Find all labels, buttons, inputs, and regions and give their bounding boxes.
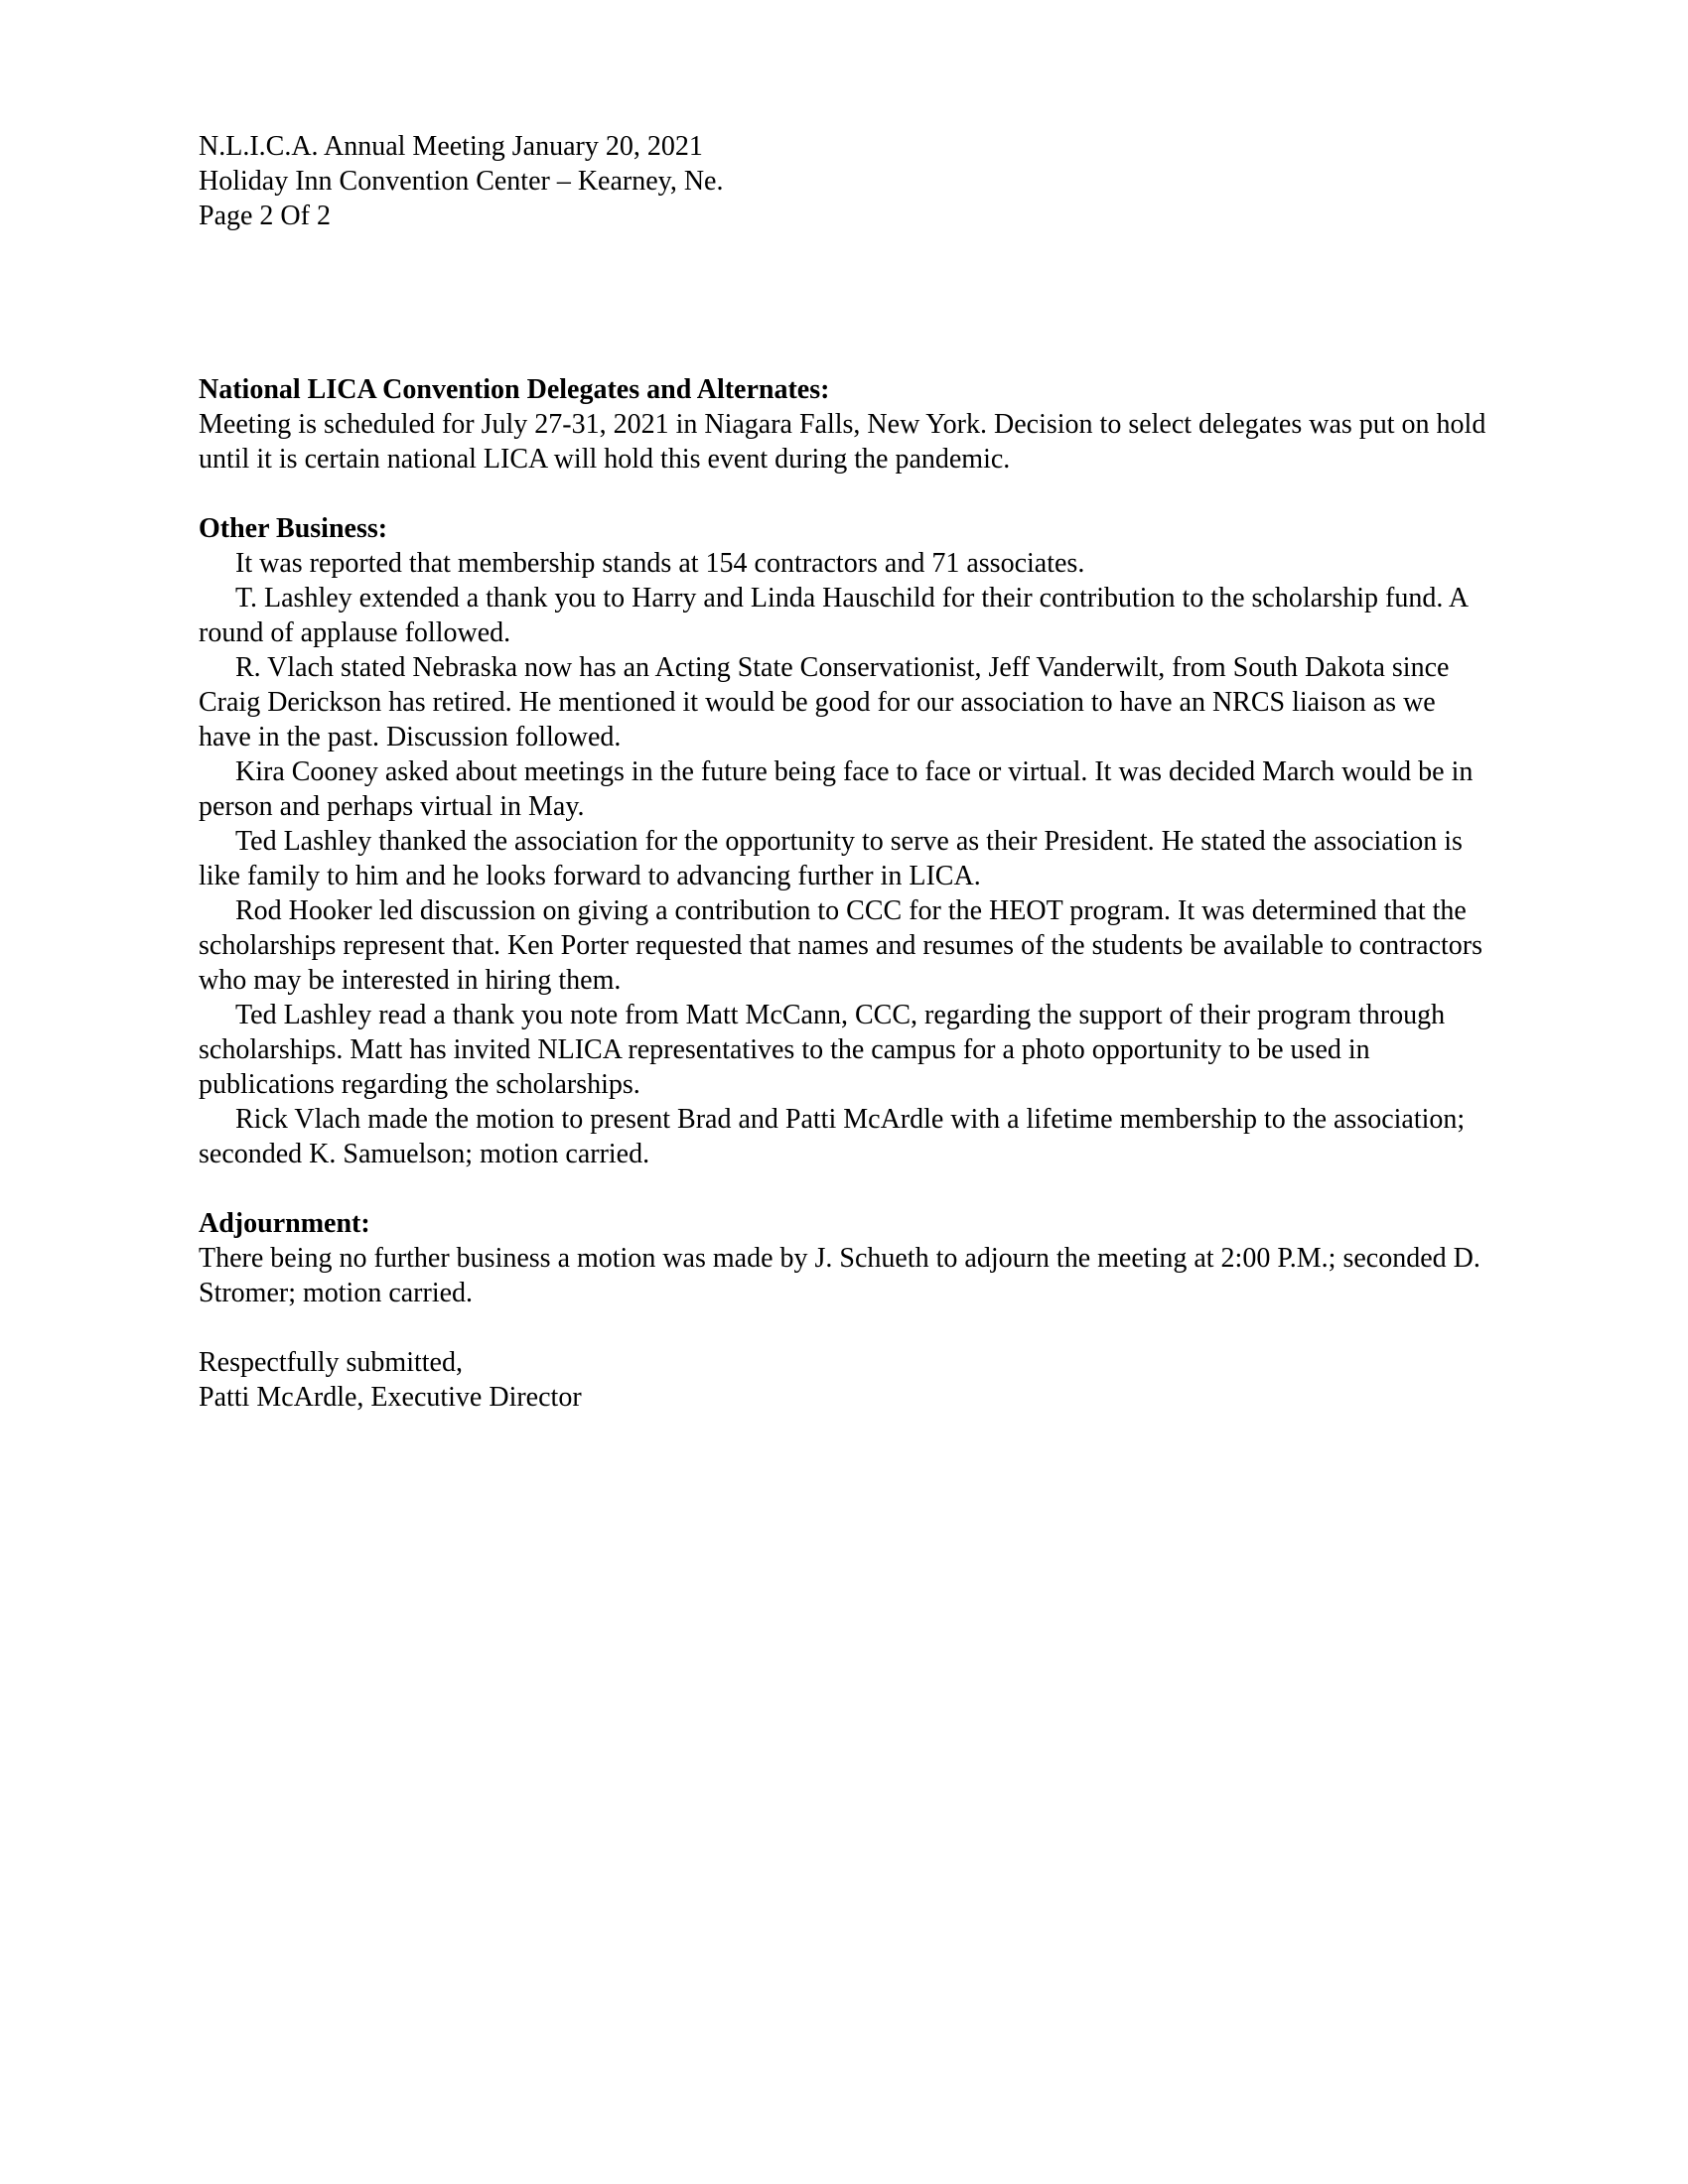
section-title-delegates: National LICA Convention Delegates and Alternates: xyxy=(199,374,830,405)
document-page xyxy=(199,129,1489,1415)
section-body-adjournment: There being no further business a motion was made by J. Schueth to adjourn the meeting at 2:00 P.M.; seconded D. Stromer; motion carried. xyxy=(199,1243,1480,1308)
business-item: Rick Vlach made the motion to present Brad and Patti McArdle with a lifetime membership to the association; seconded K. Samuelson; motion carried. xyxy=(199,1104,1466,1169)
closing-signer: Patti McArdle, Executive Director xyxy=(199,1382,582,1413)
business-item: It was reported that membership stands at 154 contractors and 71 associates. xyxy=(235,548,1085,579)
section-delegates xyxy=(199,372,1489,477)
section-body-delegates: Meeting is scheduled for July 27-31, 2021 in Niagara Falls, New York. Decision to select delegates was put on hold until it is certain national LICA will hold this event during the pandemic. xyxy=(199,409,1486,475)
header-location: Holiday Inn Convention Center – Kearney, Ne. xyxy=(199,166,724,197)
business-item: Ted Lashley thanked the association for the opportunity to serve as their President. He stated the association is like family to him and he looks forward to advancing further in LICA. xyxy=(199,826,1463,891)
business-item: R. Vlach stated Nebraska now has an Acting State Conservationist, Jeff Vanderwilt, from South Dakota since Craig Derickson has retired. He mentioned it would be good for our association to have an NRCS liaison as we have in the past. Discussion followed. xyxy=(199,652,1450,752)
header-meeting-title: N.L.I.C.A. Annual Meeting January 20, 2021 xyxy=(199,131,703,162)
document-header xyxy=(199,129,1489,233)
header-page-number: Page 2 Of 2 xyxy=(199,201,331,231)
business-item: T. Lashley extended a thank you to Harry and Linda Hauschild for their contribution to the scholarship fund. A round of applause followed. xyxy=(199,583,1468,648)
closing-block xyxy=(199,1345,1489,1415)
business-item: Rod Hooker led discussion on giving a contribution to CCC for the HEOT program. It was determined that the scholarships represent that. Ken Porter requested that names and resumes of the students be available to contractors who may be interested in hiring them. xyxy=(199,895,1483,996)
section-title-other-business: Other Business: xyxy=(199,513,388,544)
section-other-business xyxy=(199,511,1489,1171)
section-adjournment xyxy=(199,1206,1489,1310)
section-title-adjournment: Adjournment: xyxy=(199,1208,370,1239)
business-item: Ted Lashley read a thank you note from Matt McCann, CCC, regarding the support of their program through scholarships. Matt has invited NLICA representatives to the campus for a photo opportunity to be used in publications regarding the scholarships. xyxy=(199,1000,1446,1100)
business-item: Kira Cooney asked about meetings in the future being face to face or virtual. It was decided March would be in person and perhaps virtual in May. xyxy=(199,756,1474,822)
closing-salutation: Respectfully submitted, xyxy=(199,1347,463,1378)
